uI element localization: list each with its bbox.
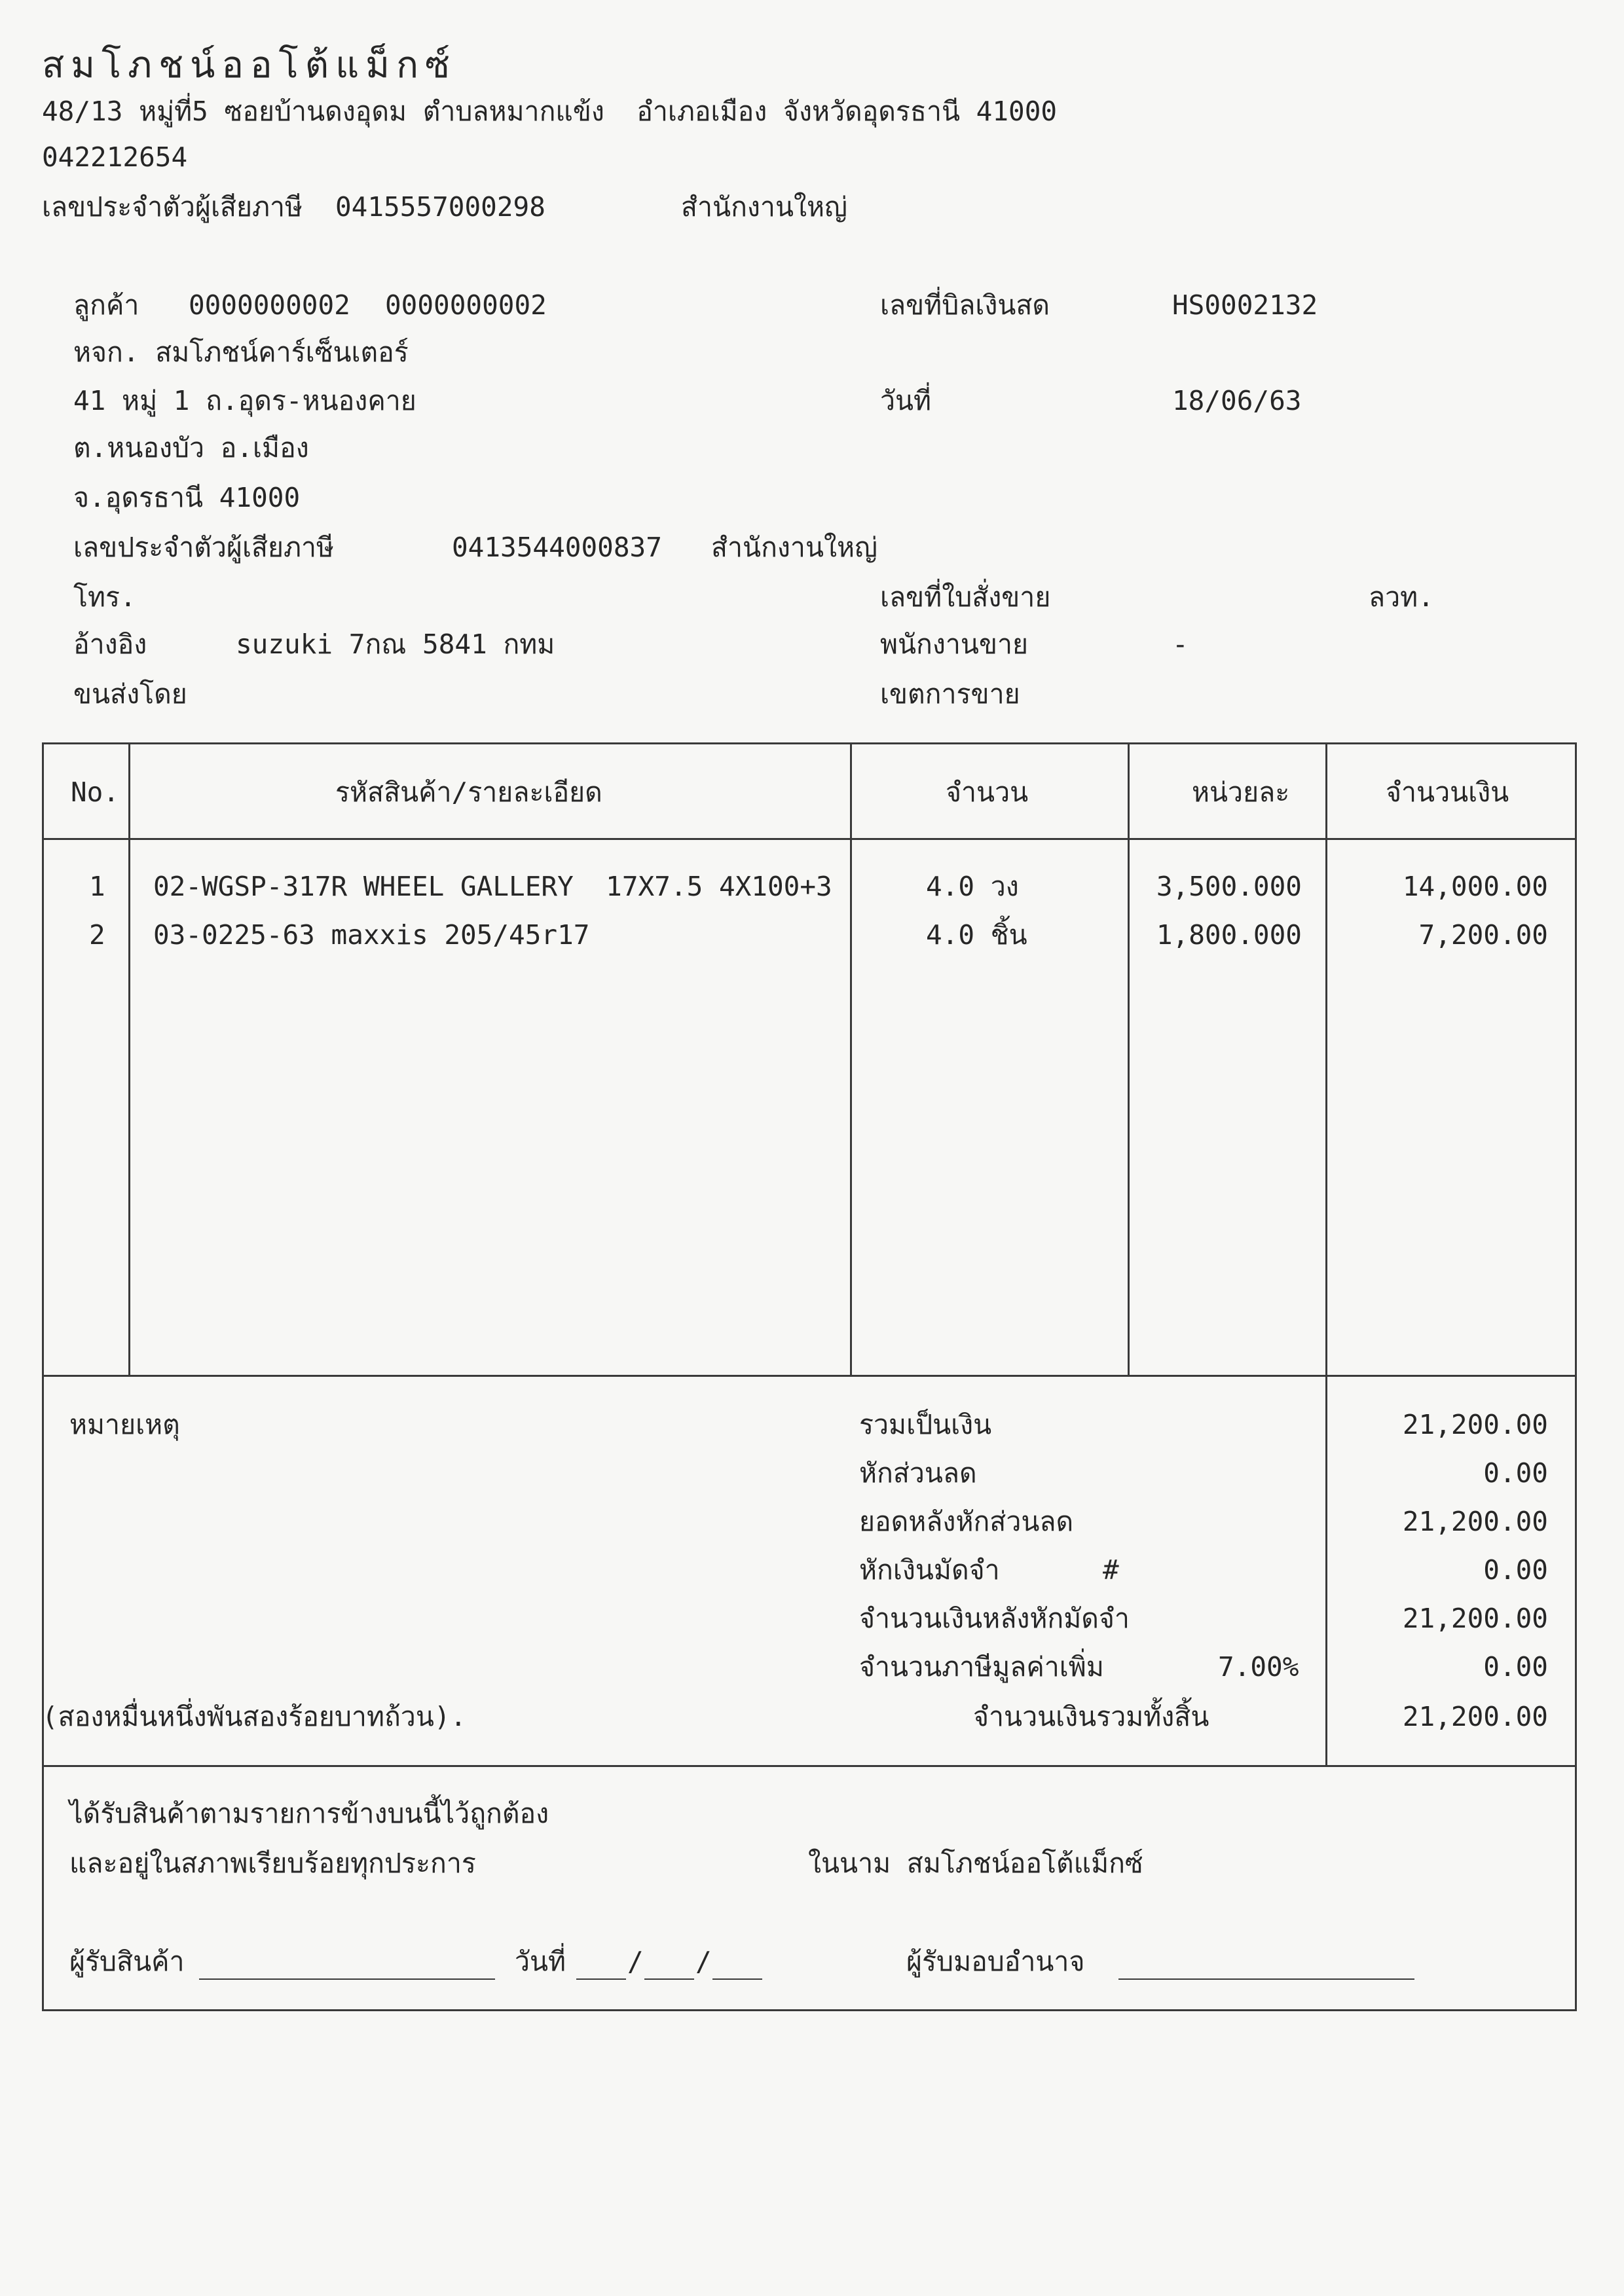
row1-unit-price: 3,500.000 bbox=[1156, 871, 1302, 902]
vat-rate: 7.00% bbox=[1218, 1651, 1299, 1683]
grand-total-label: จำนวนเงินรวมทั้งสิ้น bbox=[973, 1701, 1209, 1732]
header-no: No. bbox=[71, 776, 120, 808]
customer-tax-id: 0413544000837 bbox=[452, 532, 662, 563]
vat-value: 0.00 bbox=[1483, 1651, 1548, 1683]
customer-code-2: 0000000002 bbox=[385, 289, 547, 321]
receive-date-year-line bbox=[712, 1978, 762, 1980]
after-discount-label: ยอดหลังหักส่วนลด bbox=[859, 1506, 1074, 1537]
receive-date-month-line bbox=[644, 1978, 694, 1980]
bill-date-value: 18/06/63 bbox=[1172, 385, 1302, 416]
subtotal-value: 21,200.00 bbox=[1402, 1409, 1548, 1440]
company-tax-id: 0415557000298 bbox=[335, 191, 545, 223]
after-deposit-value: 21,200.00 bbox=[1402, 1603, 1548, 1634]
row1-description: 02-WGSP-317R WHEEL GALLERY 17X7.5 4X100+3 bbox=[153, 871, 832, 902]
on-behalf-of: ในนาม สมโภชน์ออโต้แม็กซ์ bbox=[808, 1848, 1143, 1879]
row2-description: 03-0225-63 maxxis 205/45r17 bbox=[153, 919, 590, 951]
company-name: สมโภชน์ออโต้แม็กซ์ bbox=[42, 44, 457, 86]
shipping-label: ขนส่งโดย bbox=[73, 678, 187, 710]
row2-unit-price: 1,800.000 bbox=[1156, 919, 1302, 951]
bill-number-value: HS0002132 bbox=[1172, 289, 1318, 321]
salesperson-value: - bbox=[1172, 629, 1189, 660]
col-divider-4 bbox=[1325, 742, 1327, 1766]
row2-amount: 7,200.00 bbox=[1418, 919, 1548, 951]
date-slash-1: / bbox=[627, 1946, 644, 1977]
totals-divider bbox=[42, 1375, 1577, 1377]
receive-date-label: วันที่ bbox=[515, 1946, 566, 1977]
header-unit-price: หน่วยละ bbox=[1192, 776, 1290, 808]
company-phone: 042212654 bbox=[42, 141, 188, 173]
header-description: รหัสสินค้า/รายละเอียด bbox=[335, 776, 602, 808]
col-divider-3 bbox=[1128, 742, 1130, 1376]
sales-order-label: เลขที่ใบสั่งขาย bbox=[880, 581, 1051, 613]
authorized-label: ผู้รับมอบอำนาจ bbox=[906, 1946, 1085, 1977]
col-divider-1 bbox=[128, 742, 130, 1376]
received-statement-1: ได้รับสินค้าตามรายการข้างบนนี้ไว้ถูกต้อง bbox=[69, 1798, 549, 1829]
header-amount: จำนวนเงิน bbox=[1386, 776, 1509, 808]
bill-date-label: วันที่ bbox=[880, 385, 932, 416]
company-address: 48/13 หมู่ที่5 ซอยบ้านดงอุดม ตำบลหมากแข้ง อำเภอเมือง จังหวัดอุดรธานี 41000 bbox=[42, 96, 1058, 127]
customer-label: ลูกค้า bbox=[73, 289, 139, 321]
row2-no: 2 bbox=[89, 919, 105, 951]
footer-divider bbox=[42, 1765, 1577, 1767]
row1-amount: 14,000.00 bbox=[1402, 871, 1548, 902]
received-statement-2: และอยู่ในสภาพเรียบร้อยทุกประการ bbox=[69, 1848, 476, 1879]
customer-tax-label: เลขประจำตัวผู้เสียภาษี bbox=[73, 532, 335, 563]
receiver-signature-line bbox=[199, 1978, 495, 1980]
customer-phone-label: โทร. bbox=[73, 581, 136, 613]
vat-label: จำนวนภาษีมูลค่าเพิ่ม bbox=[859, 1651, 1104, 1683]
reference-label: อ้างอิง bbox=[73, 629, 147, 660]
customer-branch: สำนักงานใหญ่ bbox=[711, 532, 877, 563]
header-quantity: จำนวน bbox=[946, 776, 1029, 808]
sales-order-value: ลวท. bbox=[1369, 581, 1434, 613]
customer-code-1: 0000000002 bbox=[189, 289, 350, 321]
discount-value: 0.00 bbox=[1483, 1457, 1548, 1489]
company-tax-label: เลขประจำตัวผู้เสียภาษี bbox=[42, 191, 303, 223]
deposit-value: 0.00 bbox=[1483, 1554, 1548, 1586]
customer-name: หจก. สมโภชน์คาร์เซ็นเตอร์ bbox=[73, 337, 409, 368]
customer-address-1: 41 หมู่ 1 ถ.อุดร-หนองคาย bbox=[73, 385, 416, 416]
grand-total-value: 21,200.00 bbox=[1402, 1701, 1548, 1732]
deposit-label: หักเงินมัดจำ bbox=[859, 1554, 1000, 1586]
sales-area-label: เขตการขาย bbox=[880, 678, 1020, 710]
row1-quantity: 4.0 วง bbox=[926, 871, 1019, 902]
after-discount-value: 21,200.00 bbox=[1402, 1506, 1548, 1537]
col-divider-2 bbox=[850, 742, 852, 1376]
remark-label: หมายเหตุ bbox=[69, 1409, 180, 1440]
authorized-signature-line bbox=[1118, 1978, 1414, 1980]
receiver-label: ผู้รับสินค้า bbox=[69, 1946, 185, 1977]
receive-date-day-line bbox=[576, 1978, 626, 1980]
company-branch: สำนักงานใหญ่ bbox=[681, 191, 847, 223]
after-deposit-label: จำนวนเงินหลังหักมัดจำ bbox=[859, 1603, 1130, 1634]
subtotal-label: รวมเป็นเงิน bbox=[859, 1409, 992, 1440]
date-slash-2: / bbox=[695, 1946, 712, 1977]
table-header-divider bbox=[42, 838, 1577, 840]
bill-number-label: เลขที่บิลเงินสด bbox=[880, 289, 1050, 321]
amount-in-words: (สองหมื่นหนึ่งพันสองร้อยบาทถ้วน). bbox=[42, 1701, 467, 1732]
row2-quantity: 4.0 ชิ้น bbox=[926, 919, 1027, 951]
deposit-mark: # bbox=[1103, 1554, 1119, 1586]
customer-address-3: จ.อุดรธานี 41000 bbox=[73, 482, 301, 513]
salesperson-label: พนักงานขาย bbox=[880, 629, 1029, 660]
discount-label: หักส่วนลด bbox=[859, 1457, 977, 1489]
reference-value: suzuki 7กณ 5841 กทม bbox=[236, 629, 555, 660]
customer-address-2: ต.หนองบัว อ.เมือง bbox=[73, 432, 309, 464]
row1-no: 1 bbox=[89, 871, 105, 902]
